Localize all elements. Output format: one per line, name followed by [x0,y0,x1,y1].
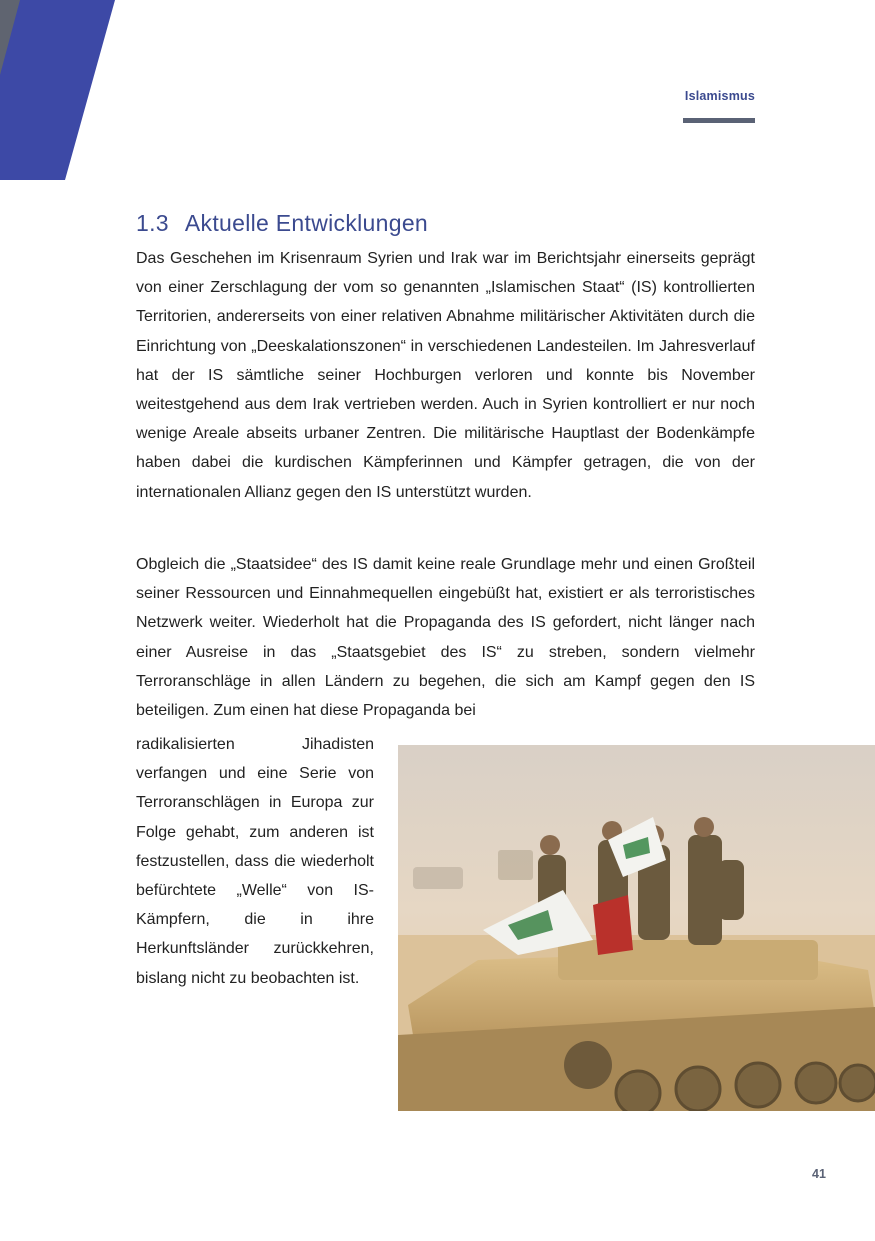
section-heading [136,210,428,237]
body-paragraph-1: Das Geschehen im Krisenraum Syrien und Irak war im Berichtsjahr einerseits geprägt von einer Zerschlagung der vom so genannten „Islamischen Staat“ (IS) kontrollierten Territorien, andererseits von einer relativen Abnahme militärischer Aktivitäten durch die Einrichtung von „Deeskalationszonen“ in verschiedenen Landesteilen. Im Jahresverlauf hat der IS sämtliche seiner Hochburgen verloren und konnte bis November weitestgehend aus dem Irak vertrieben werden. Auch in Syrien kontrolliert er nur noch wenige Areale abseits urbaner Zentren. Die militärische Hauptlast der Bodenkämpfe haben dabei die kurdischen Kämpferinnen und Kämpfer getragen, die von der internationalen Allianz gegen den IS unterstützt wurden. [136,250,755,501]
news-photo-armored-vehicle [398,745,875,1111]
section-title: Aktuelle Entwicklungen [184,210,428,236]
header-rule [683,118,755,123]
corner-decoration [0,0,115,180]
running-header: Islamismus [684,89,755,103]
body-paragraph-2: Obgleich die „Staatsidee“ des IS damit keine reale Grundlage mehr und einen Großteil seiner Ressourcen und Einnahmequellen eingebüßt hat, existiert er als terroristisches Netzwerk weiter. Wiederholt hat die Propaganda des IS gefordert, nicht länger nach einer Ausreise in das „Staatsgebiet des IS“ zu streben, sondern vielmehr Terroranschläge in allen Ländern zu begehen, die sich am Kampf gegen den IS beteiligen. Zum einen hat diese Propaganda bei [136,556,755,720]
photo-illustration [398,745,875,1111]
body-paragraph-3: radikalisierten Jihadisten verfangen und eine Serie von Terroranschlägen in Europa zur Folge gehabt, zum anderen ist festzustellen, dass die wiederholt befürchtete „Welle“ von IS-Kämpfern, die in ihre Herkunftsländer zurückkehren, bislang nicht zu beobachten ist. [136,736,374,987]
section-number: 1.3 [136,210,169,236]
page-number: 41 [812,1167,826,1181]
